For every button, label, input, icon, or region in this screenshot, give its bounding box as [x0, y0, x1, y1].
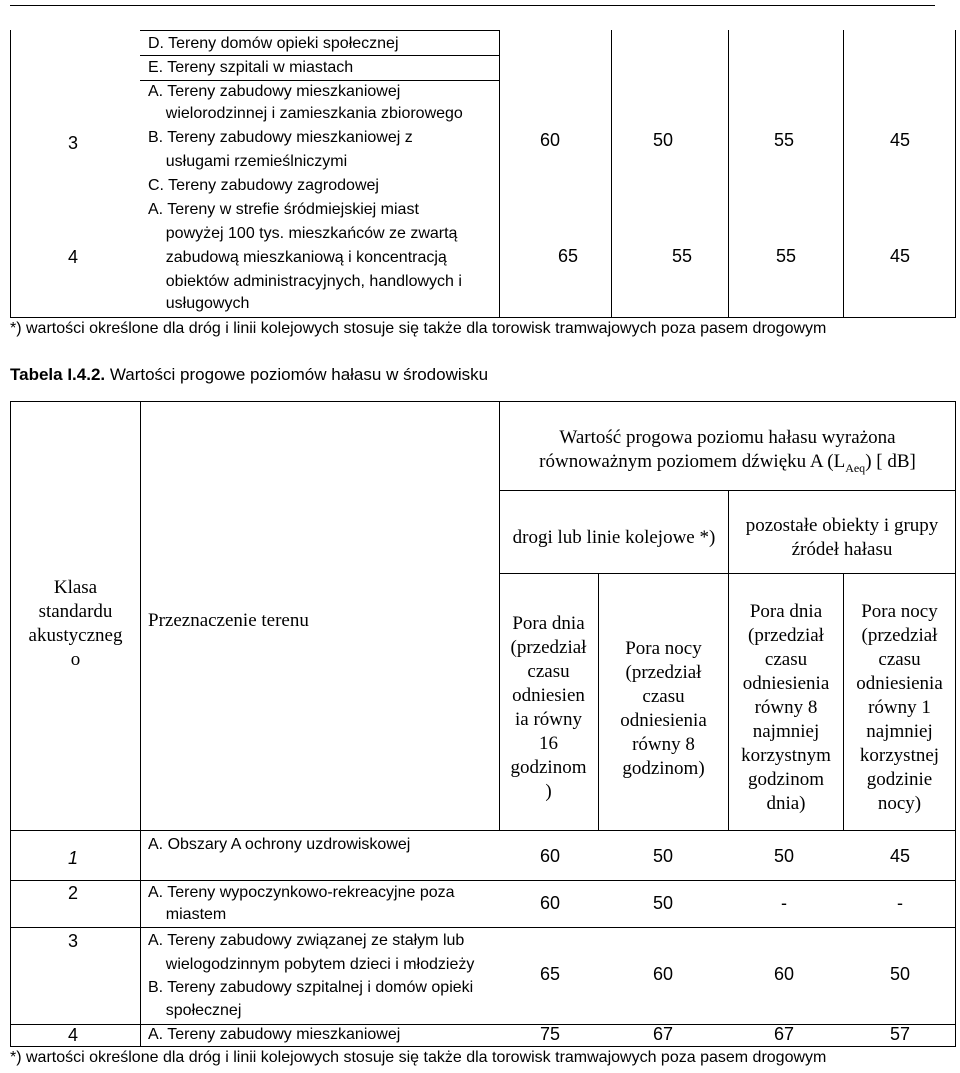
klasa-line: standardu — [38, 601, 113, 622]
threshold-header-line1: Wartość progowa poziomu hałasu wyrażona — [559, 427, 896, 448]
table2-value: 50 — [773, 846, 795, 866]
table2-value: 50 — [652, 893, 674, 913]
table-caption-text: Wartości progowe poziomów hałasu w środowisku — [105, 365, 489, 384]
table2-row-class: 3 — [68, 931, 79, 951]
table1-row-text: zabudową mieszkaniową i koncentracją — [148, 249, 447, 266]
table1-value: 65 — [557, 246, 579, 266]
col-line: korzystnej — [859, 745, 940, 766]
klasa-line: akustyczneg — [28, 625, 123, 646]
table2-value: 50 — [652, 846, 674, 866]
others-header — [729, 514, 955, 562]
col-night-roads — [599, 637, 728, 781]
col-day-others — [729, 600, 843, 816]
table1-row-text: B. Tereny zabudowy mieszkaniowej z — [148, 129, 413, 146]
table2-value: 45 — [889, 846, 911, 866]
table1-row-text: D. Tereny domów opieki społecznej — [148, 35, 399, 52]
threshold-line2-post: ) [ dB] — [865, 451, 916, 472]
table1-row-text: usługowych — [148, 295, 250, 312]
klasa-line: Klasa — [53, 577, 98, 598]
table2-value: 60 — [539, 846, 561, 866]
col-line: (przedział — [625, 662, 702, 683]
col-line: odniesienia — [620, 710, 707, 731]
col-line: (przedział — [748, 625, 824, 646]
table2-row-class: 1 — [68, 848, 79, 868]
col-day-roads — [499, 612, 598, 804]
others-header-line2: źródeł hałasu — [791, 539, 893, 560]
table1-row-class: 3 — [68, 133, 79, 153]
col-line: (przedział — [510, 637, 587, 658]
table2-value: 67 — [652, 1024, 674, 1044]
threshold-header — [500, 426, 955, 480]
col-line: Pora dnia — [512, 613, 585, 634]
table1-value: 55 — [671, 246, 693, 266]
table2-row-text: A. Tereny wypoczynkowo-rekreacyjne poza — [148, 884, 455, 901]
klasa-line: o — [70, 649, 81, 670]
przeznaczenie-header: Przeznaczenie terenu — [148, 610, 309, 631]
col-line: odniesienia — [742, 673, 830, 694]
table1-row-text: wielorodzinnej i zamieszkania zbiorowego — [148, 105, 463, 122]
table-caption-label: Tabela I.4.2. — [10, 365, 106, 384]
table1-row-text: powyżej 100 tys. mieszkańców ze zwartą — [148, 225, 458, 242]
col-line: czasu — [642, 686, 685, 707]
table1-footnote: *) wartości określone dla dróg i linii kolejowych stosuje się także dla torowisk tramwajowych poza pasem drogowym — [10, 320, 827, 337]
col-line: czasu — [878, 649, 921, 670]
col-line: Pora nocy — [861, 601, 938, 622]
col-line: (przedział — [861, 625, 938, 646]
table1-row-text: E. Tereny szpitali w miastach — [148, 59, 354, 76]
table2-value: 60 — [652, 964, 674, 984]
table2-row-text: A. Obszary A ochrony uzdrowiskowej — [148, 836, 411, 853]
threshold-subscript: Aeq — [845, 460, 866, 475]
table2-row-class: 2 — [68, 883, 79, 903]
table1-value: 50 — [652, 130, 674, 150]
table1-row-class: 4 — [68, 247, 79, 267]
col-line: ) — [545, 781, 552, 802]
col-line: 16 — [539, 733, 558, 754]
table2-value: - — [897, 893, 903, 913]
col-line: odniesien — [512, 685, 585, 706]
table2-value: 60 — [539, 893, 561, 913]
table1-value: 55 — [775, 246, 797, 266]
table2-value: 50 — [889, 964, 911, 984]
col-line: najmniej — [866, 721, 933, 742]
col-line: równy 8 — [632, 734, 695, 755]
col-night-others — [844, 600, 955, 816]
col-line: godzinie — [866, 769, 933, 790]
klasa-header — [11, 576, 140, 672]
table1-value: 60 — [539, 130, 561, 150]
col-line: godzinom — [510, 757, 587, 778]
table2-row-text: A. Tereny zabudowy mieszkaniowej — [148, 1026, 401, 1043]
table1-row-text: obiektów administracyjnych, handlowych i — [148, 273, 462, 290]
table1-row-text: C. Tereny zabudowy zagrodowej — [148, 177, 379, 194]
col-line: czasu — [527, 661, 570, 682]
col-line: ia równy — [514, 709, 582, 730]
table1-value: 55 — [773, 130, 795, 150]
col-line: czasu — [764, 649, 808, 670]
table2-value: 65 — [539, 964, 561, 984]
threshold-header-line2 — [500, 450, 955, 480]
col-line: Pora nocy — [625, 638, 702, 659]
col-line: nocy) — [877, 793, 922, 814]
table2-value: 75 — [539, 1024, 561, 1044]
col-line: godzinom) — [622, 758, 705, 779]
table2-row-text: wielogodzinnym pobytem dzieci i młodzieży — [148, 956, 475, 973]
others-header-line1: pozostałe obiekty i grupy — [745, 515, 939, 536]
table2-row-text: społecznej — [148, 1002, 242, 1019]
table2-value: - — [781, 893, 787, 913]
table2-value: 60 — [773, 964, 795, 984]
col-line: Pora dnia — [749, 601, 823, 622]
table2-value: 57 — [889, 1024, 911, 1044]
table2-row-class: 4 — [68, 1025, 79, 1045]
col-line: korzystnym — [741, 745, 831, 766]
col-line: odniesienia — [856, 673, 943, 694]
table1-row-text: A. Tereny zabudowy mieszkaniowej — [148, 83, 401, 100]
col-line: równy 1 — [868, 697, 931, 718]
table2-row-text: B. Tereny zabudowy szpitalnej i domów opieki — [148, 979, 474, 996]
table2-value: 67 — [773, 1024, 795, 1044]
table-caption — [10, 364, 488, 386]
col-line: dnia) — [766, 793, 806, 814]
threshold-line2-pre: równoważnym poziomem dźwięku A (L — [539, 451, 846, 472]
table2-footnote: *) wartości określone dla dróg i linii kolejowych stosuje się także dla torowisk tramwajowych poza pasem drogowym — [10, 1049, 827, 1066]
col-line: równy 8 — [754, 697, 818, 718]
table1-value: 45 — [889, 246, 911, 266]
table2-row-text: A. Tereny zabudowy związanej ze stałym lub — [148, 932, 465, 949]
table1-row-text: usługami rzemieślniczymi — [148, 153, 348, 170]
table1-value: 45 — [889, 130, 911, 150]
col-line: najmniej — [752, 721, 820, 742]
table2-row-text: miastem — [148, 906, 227, 923]
col-line: godzinom — [748, 769, 824, 790]
roads-header: drogi lub linie kolejowe *) — [512, 527, 716, 548]
table1-row-text: A. Tereny w strefie śródmiejskiej miast — [148, 201, 419, 218]
